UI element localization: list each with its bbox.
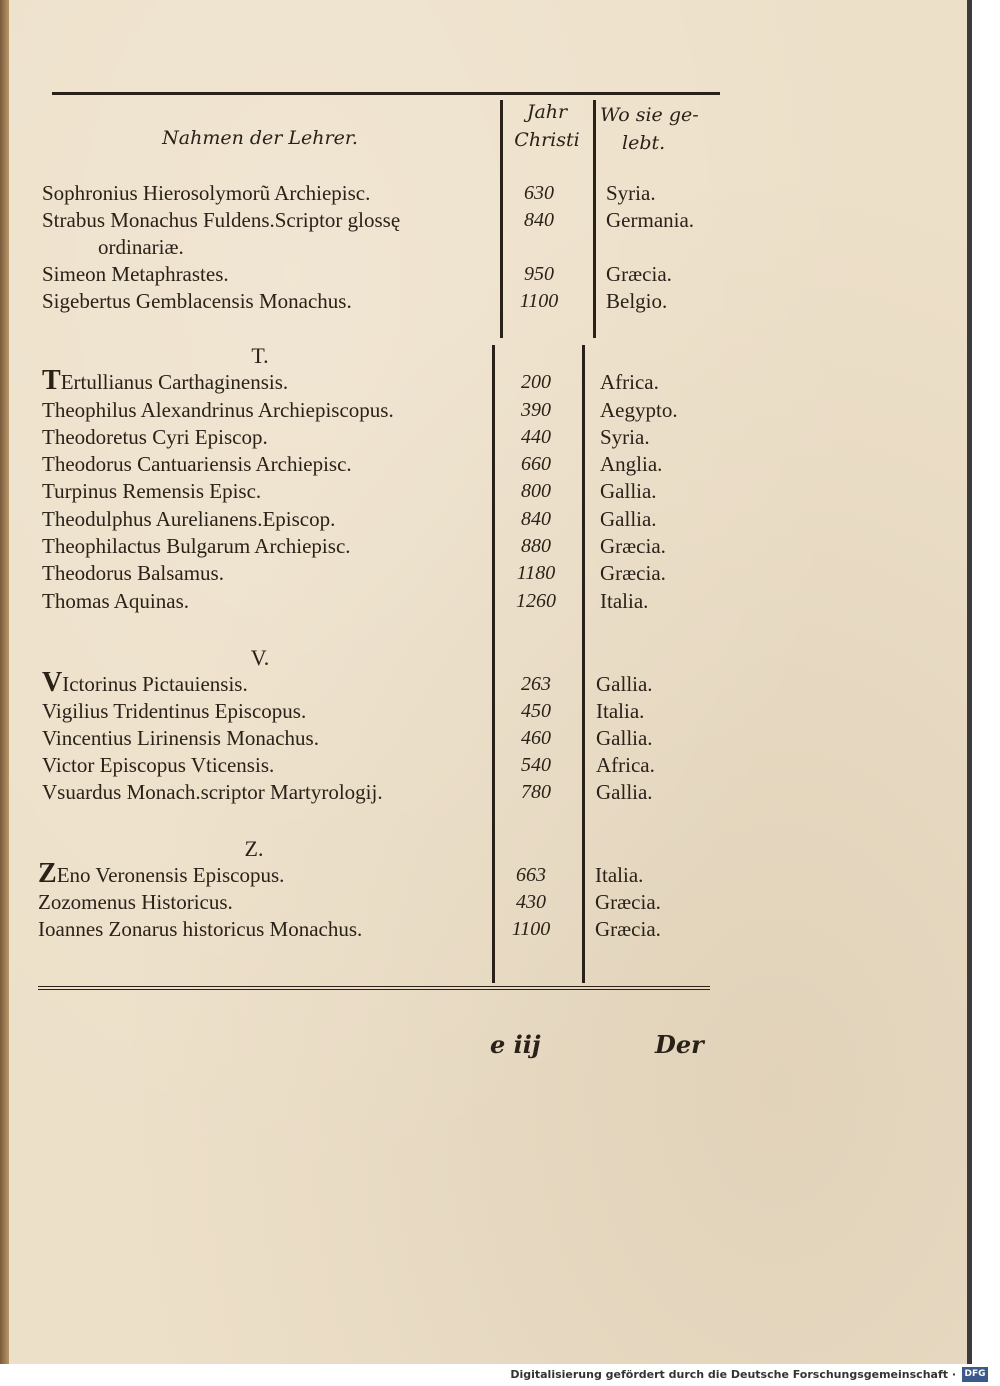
- entry-name: Sigebertus Gemblacensis Monachus.: [42, 289, 352, 313]
- entry-place: Gallia.: [600, 479, 657, 503]
- page-binding-edge: [0, 0, 9, 1364]
- entry-place: Græcia.: [595, 917, 661, 941]
- decorated-initial: Z: [38, 862, 57, 889]
- entry-place: Gallia.: [596, 726, 653, 750]
- entry-place: Italia.: [600, 589, 649, 613]
- entry-place: Syria.: [600, 425, 650, 449]
- entry-place: Italia.: [595, 863, 644, 887]
- entry-year: 263: [521, 673, 551, 695]
- entry-year: 1260: [516, 590, 556, 612]
- entry-year: 460: [521, 727, 551, 749]
- entry-name: [38, 862, 488, 889]
- entry-place: Italia.: [596, 699, 645, 723]
- decorated-initial: V: [42, 671, 63, 698]
- names-column-heading: Nahmen der Lehrer.: [162, 127, 358, 149]
- column-divider-right-1: [593, 100, 596, 338]
- entry-year: 1100: [519, 290, 559, 312]
- entry-place: Syria.: [606, 181, 656, 205]
- entry-place: Africa.: [600, 370, 659, 394]
- entry-year: 663: [516, 864, 546, 886]
- entry-place: Africa.: [596, 753, 655, 777]
- entry-year: 630: [524, 182, 554, 204]
- entry-year: 660: [521, 453, 551, 475]
- entry-year: 1100: [511, 918, 551, 940]
- entry-name: Theodoretus Cyri Episcop.: [42, 425, 268, 449]
- entry-place: Belgio.: [606, 289, 668, 313]
- section-letter-z: Z.: [244, 836, 264, 861]
- column-divider-left-2: [492, 345, 495, 983]
- section-letter-t: T.: [251, 343, 269, 368]
- year-column-heading-line1: Jahr: [526, 101, 568, 123]
- entry-name-text: Ertullianus Carthaginensis.: [60, 370, 289, 394]
- entry-name: Sophronius Hierosolymorũ Archiepisc.: [42, 181, 371, 205]
- column-divider-left-1: [500, 100, 503, 338]
- entry-place: Græcia.: [600, 561, 666, 585]
- entry-year: 800: [521, 480, 551, 502]
- entry-place: Aegypto.: [600, 398, 678, 422]
- entry-year: 430: [516, 891, 546, 913]
- entry-name: Simeon Metaphrastes.: [42, 262, 229, 286]
- entry-name: Victor Episcopus Vticensis.: [42, 753, 275, 777]
- entry-name: Ioannes Zonarus historicus Monachus.: [38, 917, 363, 941]
- entry-place: Græcia.: [606, 262, 672, 286]
- entry-year: 390: [521, 399, 551, 421]
- entry-name: [42, 671, 492, 698]
- place-column-heading-line2: lebt.: [622, 132, 666, 154]
- place-column-heading-line1: Wo sie ge-: [600, 104, 699, 126]
- signature-mark: e iij: [490, 1030, 541, 1059]
- entry-year: 840: [521, 508, 551, 530]
- entry-name: Vsuardus Monach.scriptor Martyrologij.: [42, 780, 383, 804]
- entry-name: Theophilactus Bulgarum Archiepisc.: [42, 534, 351, 558]
- entry-name: Vincentius Lirinensis Monachus.: [42, 726, 319, 750]
- decorated-initial: T: [42, 369, 61, 396]
- column-divider-right-2: [582, 345, 585, 983]
- entry-place: Gallia.: [596, 672, 653, 696]
- entry-year: 950: [524, 263, 554, 285]
- entry-name: Turpinus Remensis Episc.: [42, 479, 262, 503]
- entry-year: 200: [521, 371, 551, 393]
- year-column-heading-line2: Christi: [514, 129, 580, 151]
- catchword: Der: [655, 1030, 704, 1059]
- entry-name-text: Eno Veronensis Episcopus.: [56, 863, 285, 887]
- entry-name: Theodorus Cantuariensis Archiepisc.: [42, 452, 352, 476]
- entry-place: Gallia.: [600, 507, 657, 531]
- entry-year: 880: [521, 535, 551, 557]
- entry-year: 840: [524, 209, 554, 231]
- dfg-logo: DFG: [962, 1367, 988, 1382]
- entry-name: Theodulphus Aurelianens.Episcop.: [42, 507, 336, 531]
- scan-border: [967, 0, 972, 1364]
- entry-place: Gallia.: [596, 780, 653, 804]
- entry-year: 780: [521, 781, 551, 803]
- entry-name: Strabus Monachus Fuldens.Scriptor glossę: [42, 208, 401, 232]
- entry-name: Thomas Aquinas.: [42, 589, 189, 613]
- entry-name: Zozomenus Historicus.: [38, 890, 233, 914]
- entry-name-text: Ictorinus Pictauiensis.: [62, 672, 248, 696]
- entry-place: Græcia.: [595, 890, 661, 914]
- entry-name-continuation: ordinariæ.: [98, 235, 184, 259]
- entry-name: Vigilius Tridentinus Episcopus.: [42, 699, 307, 723]
- footer-funding-note: Digitalisierung gefördert durch die Deutsche Forschungsgemeinschaft ·: [510, 1368, 956, 1381]
- bottom-rule: [38, 986, 710, 990]
- entry-year: 450: [521, 700, 551, 722]
- entry-place: Græcia.: [600, 534, 666, 558]
- entry-year: 1180: [516, 562, 556, 584]
- entry-place: Germania.: [606, 208, 695, 232]
- entry-name: [42, 369, 492, 396]
- entry-year: 440: [521, 426, 551, 448]
- entry-place: Anglia.: [600, 452, 663, 476]
- section-letter-v: V.: [250, 645, 270, 670]
- entry-year: 540: [521, 754, 551, 776]
- footer-bar: [0, 1364, 1000, 1386]
- entry-name: Theophilus Alexandrinus Archiepiscopus.: [42, 398, 394, 422]
- entry-name: Theodorus Balsamus.: [42, 561, 224, 585]
- top-rule: [52, 92, 720, 95]
